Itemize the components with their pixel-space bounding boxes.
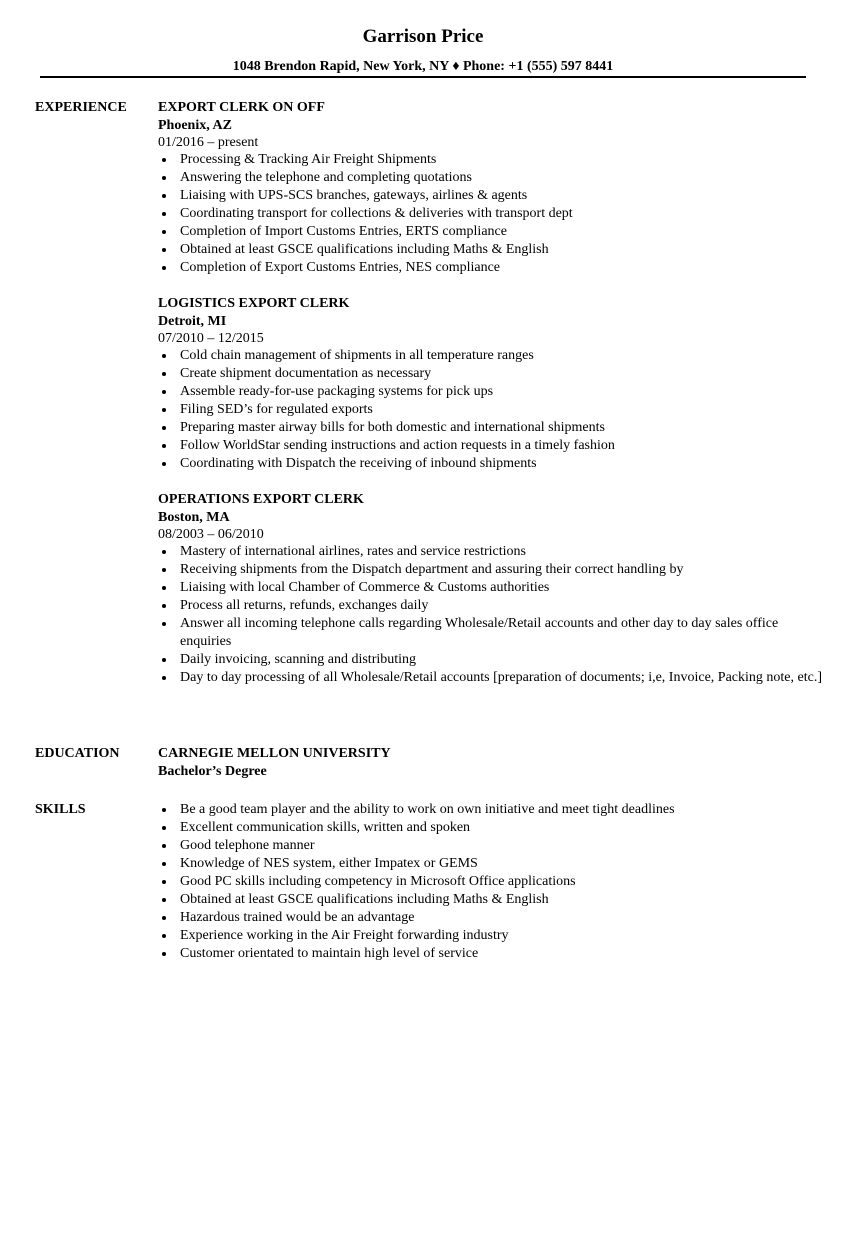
skill-text: Be a good team player and the ability to work on own initiative and meet tight deadlines: [180, 802, 675, 817]
duty-text: Receiving shipments from the Dispatch department and assuring their correct handling by: [180, 562, 684, 577]
candidate-name: Garrison Price: [362, 26, 484, 47]
job-title: LOGISTICS EXPORT CLERK: [158, 296, 350, 311]
duty-text: Process all returns, refunds, exchanges daily: [180, 598, 429, 613]
list-item: [158, 151, 828, 169]
list-item: [158, 383, 828, 401]
job-location: Boston, MA: [158, 510, 230, 525]
list-item: [158, 891, 828, 909]
bullet-icon: [162, 230, 166, 234]
bullet-icon: [162, 194, 166, 198]
experience-entry: [158, 491, 828, 687]
education-entry: [158, 745, 828, 780]
job-title: OPERATIONS EXPORT CLERK: [158, 492, 364, 507]
list-item: [158, 651, 828, 669]
bullet-icon: [162, 952, 166, 956]
job-duties: [158, 347, 828, 473]
duty-text: Processing & Tracking Air Freight Shipments: [180, 152, 437, 167]
experience-heading: EXPERIENCE: [35, 100, 127, 115]
header-divider: [40, 76, 806, 78]
duty-text: Filing SED’s for regulated exports: [180, 402, 373, 417]
bullet-icon: [162, 880, 166, 884]
list-item: [158, 597, 828, 615]
list-item: [158, 819, 828, 837]
skill-text: Experience working in the Air Freight forwarding industry: [180, 928, 509, 943]
list-item: [158, 927, 828, 945]
degree: Bachelor’s Degree: [158, 764, 267, 779]
duty-text: Cold chain management of shipments in all temperature ranges: [180, 348, 534, 363]
duty-text: Liaising with local Chamber of Commerce & Customs authorities: [180, 580, 550, 595]
job-duties: [158, 543, 828, 687]
bullet-icon: [162, 212, 166, 216]
list-item: [158, 543, 828, 561]
list-item: [158, 241, 828, 259]
skill-text: Customer orientated to maintain high level of service: [180, 946, 479, 961]
bullet-icon: [162, 266, 166, 270]
list-item: [158, 855, 828, 873]
bullet-icon: [162, 916, 166, 920]
skill-text: Good telephone manner: [180, 838, 315, 853]
skill-text: Hazardous trained would be an advantage: [180, 910, 415, 925]
job-dates: 08/2003 – 06/2010: [158, 527, 264, 542]
list-item: [158, 455, 828, 473]
duty-text: Create shipment documentation as necessary: [180, 366, 432, 381]
list-item: [158, 205, 828, 223]
bullet-icon: [162, 550, 166, 554]
bullet-icon: [162, 844, 166, 848]
experience-entry: [158, 295, 828, 473]
list-item: [158, 837, 828, 855]
list-item: [158, 347, 828, 365]
list-item: [158, 365, 828, 383]
bullet-icon: [162, 586, 166, 590]
skill-text: Obtained at least GSCE qualifications including Maths & English: [180, 892, 549, 907]
list-item: [158, 801, 828, 819]
bullet-icon: [162, 426, 166, 430]
list-item: [158, 437, 828, 455]
bullet-icon: [162, 176, 166, 180]
bullet-icon: [162, 372, 166, 376]
job-dates: 07/2010 – 12/2015: [158, 331, 264, 346]
list-item: [158, 669, 828, 687]
job-dates: 01/2016 – present: [158, 135, 259, 150]
bullet-icon: [162, 676, 166, 680]
duty-text: Answer all incoming telephone calls regarding Wholesale/Retail accounts and other day to day sales office enquiries: [180, 616, 779, 649]
education-heading: EDUCATION: [35, 746, 120, 761]
job-duties: [158, 151, 828, 277]
duty-text: Daily invoicing, scanning and distributing: [180, 652, 417, 667]
duty-text: Completion of Export Customs Entries, NES compliance: [180, 260, 501, 275]
bullet-icon: [162, 808, 166, 812]
duty-text: Assemble ready-for-use packaging systems for pick ups: [180, 384, 494, 399]
bullet-icon: [162, 658, 166, 662]
skills-list-container: [158, 801, 828, 963]
skills-list: [158, 801, 828, 963]
duty-text: Follow WorldStar sending instructions and action requests in a timely fashion: [180, 438, 615, 453]
list-item: [158, 909, 828, 927]
experience-entry: [158, 99, 828, 277]
bullet-icon: [162, 390, 166, 394]
list-item: [158, 401, 828, 419]
duty-text: Coordinating with Dispatch the receiving of inbound shipments: [180, 456, 537, 471]
list-item: [158, 169, 828, 187]
duty-text: Obtained at least GSCE qualifications including Maths & English: [180, 242, 549, 257]
bullet-icon: [162, 462, 166, 466]
bullet-icon: [162, 248, 166, 252]
job-title: EXPORT CLERK ON OFF: [158, 100, 325, 115]
bullet-icon: [162, 826, 166, 830]
bullet-icon: [162, 898, 166, 902]
bullet-icon: [162, 408, 166, 412]
duty-text: Mastery of international airlines, rates and service restrictions: [180, 544, 526, 559]
duty-text: Coordinating transport for collections & deliveries with transport dept: [180, 206, 573, 221]
list-item: [158, 419, 828, 437]
school-name: CARNEGIE MELLON UNIVERSITY: [158, 746, 391, 761]
experience-entries: [158, 99, 828, 687]
bullet-icon: [162, 622, 166, 626]
bullet-icon: [162, 158, 166, 162]
job-location: Phoenix, AZ: [158, 118, 232, 133]
job-location: Detroit, MI: [158, 314, 227, 329]
duty-text: Day to day processing of all Wholesale/Retail accounts [preparation of documents; i,e, Invoice, Packing note, etc.]: [180, 670, 822, 685]
skill-text: Good PC skills including competency in Microsoft Office applications: [180, 874, 576, 889]
duty-text: Liaising with UPS-SCS branches, gateways, airlines & agents: [180, 188, 528, 203]
list-item: [158, 945, 828, 963]
list-item: [158, 579, 828, 597]
contact-line: 1048 Brendon Rapid, New York, NY ♦ Phone: +1 (555) 597 8441: [232, 59, 614, 74]
skill-text: Knowledge of NES system, either Impatex or GEMS: [180, 856, 478, 871]
list-item: [158, 223, 828, 241]
skills-heading: SKILLS: [35, 802, 86, 817]
list-item: [158, 615, 828, 651]
bullet-icon: [162, 444, 166, 448]
list-item: [158, 873, 828, 891]
bullet-icon: [162, 934, 166, 938]
bullet-icon: [162, 568, 166, 572]
skill-text: Excellent communication skills, written and spoken: [180, 820, 471, 835]
duty-text: Answering the telephone and completing quotations: [180, 170, 472, 185]
list-item: [158, 259, 828, 277]
bullet-icon: [162, 862, 166, 866]
bullet-icon: [162, 354, 166, 358]
list-item: [158, 187, 828, 205]
list-item: [158, 561, 828, 579]
bullet-icon: [162, 604, 166, 608]
duty-text: Preparing master airway bills for both domestic and international shipments: [180, 420, 605, 435]
duty-text: Completion of Import Customs Entries, ERTS compliance: [180, 224, 507, 239]
